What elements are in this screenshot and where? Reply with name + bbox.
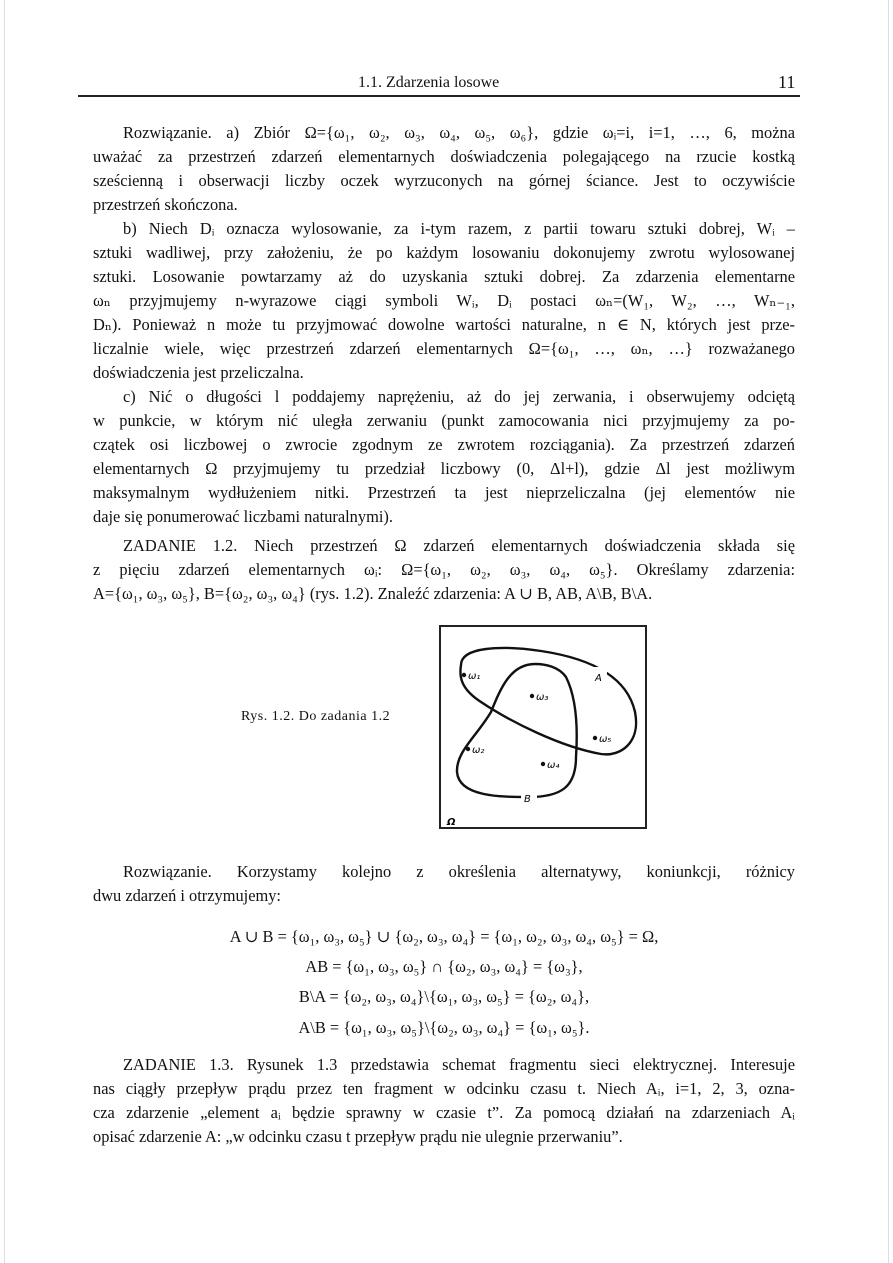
- point-label-omega-1: ω₁: [468, 671, 481, 682]
- sol-a-line: sześcienną i obserwacji liczby oczek wyrzuconych na górnej ściance. Jest to oczywiście: [93, 171, 795, 190]
- space-omega-label: Ω: [447, 817, 456, 828]
- sol-c-line: c) Nić o długości l poddajemy naprężeniu, aż do jej zerwania, i obserwujemy odciętą: [123, 387, 795, 406]
- set-b-curve: [457, 664, 577, 797]
- task-1-3-line: nas ciągły przepływ prądu przez ten fragment w odcinku czasu t. Niech Aᵢ, i=1, 2, 3, ozna-: [93, 1079, 795, 1098]
- sol-b-line: sztuki wadliwej, przy założeniu, że po każdym losowaniu dokonujemy zwrotu wylosowanej: [93, 243, 795, 262]
- task-1-2-line: A={ω₁, ω₃, ω₅}, B={ω₂, ω₃, ω₄} (rys. 1.2). Znaleźć zdarzenia: A ∪ B, AB, A\B, B\A.: [93, 584, 653, 603]
- header-rule: [78, 95, 800, 97]
- equation-intersection: AB = {ω₁, ω₃, ω₅} ∩ {ω₂, ω₃, ω₄} = {ω₃},: [305, 957, 583, 976]
- point-omega-5: [593, 736, 597, 740]
- running-header-title: 1.1. Zdarzenia losowe: [358, 74, 500, 91]
- point-omega-4: [541, 762, 545, 766]
- set-a-label: A: [595, 673, 602, 684]
- point-label-omega-3: ω₃: [536, 692, 549, 703]
- equation-b-minus-a: B\A = {ω₂, ω₃, ω₄}\{ω₁, ω₃, ω₅} = {ω₂, ω₄},: [298, 987, 590, 1006]
- equation-a-minus-b: A\B = {ω₁, ω₃, ω₅}\{ω₂, ω₃, ω₄} = {ω₁, ω₅}.: [298, 1018, 590, 1037]
- venn-diagram: [439, 625, 647, 829]
- scan-edge-right: [888, 0, 889, 1263]
- point-label-omega-4: ω₄: [547, 760, 560, 771]
- task-1-3-line: cza zdarzenie „element aᵢ będzie sprawny w czasie t”. Za pomocą działań na zdarzeniach Aᵢ: [93, 1103, 795, 1122]
- page-number: 11: [778, 72, 796, 92]
- point-omega-2: [466, 747, 470, 751]
- task-1-2-line: ZADANIE 1.2. Niech przestrzeń Ω zdarzeń elementarnych doświadczenia składa się: [123, 536, 795, 555]
- sol-c-line: czątek osi liczbowej o zwrocie zgodnym ze zwrotem rozciągania). Za przestrzeń zdarzeń: [93, 435, 795, 454]
- figure-caption: Rys. 1.2. Do zadania 1.2: [241, 709, 391, 724]
- equation-union: A ∪ B = {ω₁, ω₃, ω₅} ∪ {ω₂, ω₃, ω₄} = {ω₁, ω₂, ω₃, ω₄, ω₅} = Ω,: [229, 927, 659, 946]
- task-1-3-line: opisać zdarzenie A: „w odcinku czasu t przepływ prądu nie ulegnie przerwaniu”.: [93, 1127, 623, 1146]
- sol-a-line: przestrzeń skończona.: [93, 195, 238, 214]
- scan-edge-left: [4, 0, 5, 1263]
- sol-a-line: uważać za przestrzeń zdarzeń elementarnych doświadczenia polegającego na rzucie kostką: [93, 147, 795, 166]
- task-1-2-line: z pięciu zdarzeń elementarnych ωᵢ: Ω={ω₁, ω₂, ω₃, ω₄, ω₅}. Określamy zdarzenia:: [93, 560, 795, 579]
- sol-c-line: w punkcie, w którym nić uległa zerwaniu (punkt zamocowania nici przyjmujemy za po-: [93, 411, 795, 430]
- point-label-omega-5: ω₅: [599, 734, 612, 745]
- sol-b-line: b) Niech Dᵢ oznacza wylosowanie, za i-tym razem, z partii towaru sztuki dobrej, Wᵢ –: [123, 219, 795, 238]
- set-b-label: B: [524, 794, 531, 805]
- sol-b-line: sztuki. Losowanie powtarzamy aż do uzyskania sztuki dobrej. Za zdarzenia elementarne: [93, 267, 795, 286]
- sol-b-line: doświadczenia jest przeliczalna.: [93, 363, 304, 382]
- point-omega-3: [530, 694, 534, 698]
- point-omega-1: [462, 673, 466, 677]
- sol-c-line: daje się ponumerować liczbami naturalnymi).: [93, 507, 393, 526]
- task-1-3-line: ZADANIE 1.3. Rysunek 1.3 przedstawia schemat fragmentu sieci elektrycznej. Interesuje: [123, 1055, 795, 1074]
- sol-1-2-line: dwu zdarzeń i otrzymujemy:: [93, 886, 281, 905]
- sol-b-line: liczalnie wiele, więc przestrzeń zdarzeń elementarnych Ω={ω₁, …, ωₙ, …} rozważanego: [93, 339, 795, 358]
- sol-b-line: Dₙ). Ponieważ n może tu przyjmować dowolne wartości naturalne, n ∈ N, których jest prze-: [93, 315, 795, 334]
- sol-b-line: ωₙ przyjmujemy n-wyrazowe ciągi symboli Wᵢ, Dᵢ postaci ωₙ=(W₁, W₂, …, Wₙ₋₁,: [93, 291, 795, 310]
- sol-1-2-line: Rozwiązanie. Korzystamy kolejno z określenia alternatywy, koniunkcji, różnicy: [123, 862, 795, 881]
- sol-a-line: Rozwiązanie. a) Zbiór Ω={ω₁, ω₂, ω₃, ω₄, ω₅, ω₆}, gdzie ωᵢ=i, i=1, …, 6, można: [123, 123, 795, 142]
- sol-c-line: elementarnych Ω przyjmujemy tu przedział liczbowy (0, Δl+l), gdzie Δl jest możliwym: [93, 459, 795, 478]
- point-label-omega-2: ω₂: [472, 745, 485, 756]
- sol-c-line: maksymalnym wydłużeniem nitki. Przestrzeń ta jest nieprzeliczalna (jej elementów nie: [93, 483, 795, 502]
